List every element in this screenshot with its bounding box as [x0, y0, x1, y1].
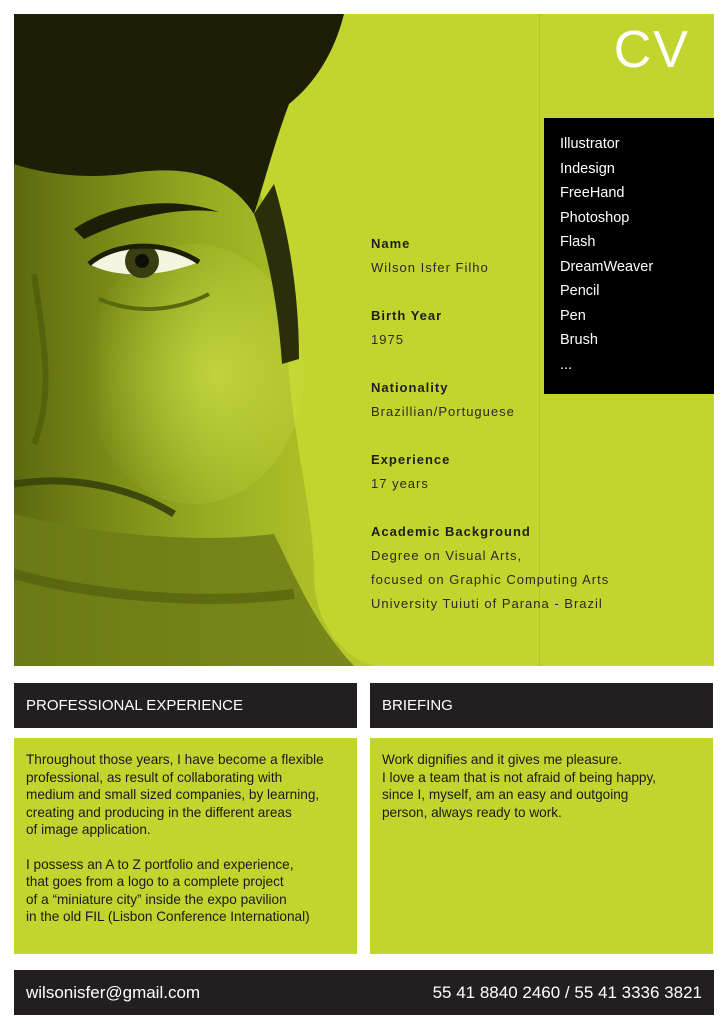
name-value: Wilson Isfer Filho: [371, 260, 489, 275]
experience-label: Experience: [371, 452, 451, 467]
professional-experience-heading: PROFESSIONAL EXPERIENCE: [14, 683, 357, 728]
academic-line: Degree on Visual Arts,: [371, 548, 523, 563]
email-link[interactable]: wilsonisfer@gmail.com: [26, 983, 201, 1002]
text-line: of image application.: [26, 822, 151, 837]
phone-numbers: 55 41 8840 2460 / 55 41 3336 3821: [432, 983, 702, 1002]
cv-title: CV: [613, 21, 690, 79]
software-item: DreamWeaver: [560, 258, 654, 275]
text-line: creating and producing in the different areas: [26, 804, 292, 820]
text-line: I love a team that is not afraid of being happy,: [382, 769, 657, 785]
text-line: in the old FIL (Lisbon Conference International): [26, 909, 310, 924]
software-item: Pen: [560, 307, 586, 324]
text-line: person, always ready to work.: [382, 804, 562, 820]
portrait-photo: [14, 14, 394, 666]
experience-group: [371, 448, 711, 496]
text-line: that goes from a logo to a complete project: [26, 874, 284, 889]
text-line: I possess an A to Z portfolio and experience,: [26, 856, 294, 872]
text-line: Throughout those years, I have become a flexible: [26, 752, 324, 767]
text-line: Work dignifies and it gives me pleasure.: [382, 752, 623, 767]
software-item: Flash: [560, 234, 596, 250]
personal-info: [371, 232, 711, 640]
software-item: FreeHand: [560, 185, 625, 201]
software-item: Photoshop: [560, 209, 630, 226]
text-line: medium and small sized companies, by learning,: [26, 787, 320, 802]
birth-year-group: [371, 304, 711, 352]
nationality-label: Nationality: [371, 380, 449, 395]
professional-experience-body: [14, 738, 357, 954]
experience-value: 17 years: [371, 476, 429, 491]
birth-year-label: Birth Year: [371, 308, 443, 323]
academic-group: [371, 520, 711, 616]
text-line: professional, as result of collaborating with: [26, 769, 283, 785]
academic-line: University Tuiuti of Parana - Brazil: [371, 596, 603, 611]
briefing-body: [370, 738, 713, 954]
paragraph: [26, 856, 345, 926]
software-item: Brush: [560, 332, 598, 348]
nationality-group: [371, 376, 711, 424]
academic-label: Academic Background: [371, 524, 531, 539]
software-item: Pencil: [560, 283, 600, 299]
text-line: since I, myself, am an easy and outgoing: [382, 787, 629, 802]
birth-year-value: 1975: [371, 332, 404, 347]
contact-footer: [14, 970, 714, 1015]
software-item: Indesign: [560, 160, 615, 177]
software-item: Illustrator: [560, 136, 620, 152]
academic-line: focused on Graphic Computing Arts: [371, 572, 610, 587]
software-item: ...: [560, 356, 573, 373]
text-line: of a “miniature city” inside the expo pavilion: [26, 891, 287, 907]
name-group: [371, 232, 711, 280]
name-label: Name: [371, 236, 411, 251]
hero-panel: [14, 14, 714, 666]
nationality-value: Brazillian/Portuguese: [371, 404, 515, 419]
paragraph: [26, 751, 345, 839]
briefing-heading: BRIEFING: [370, 683, 713, 728]
